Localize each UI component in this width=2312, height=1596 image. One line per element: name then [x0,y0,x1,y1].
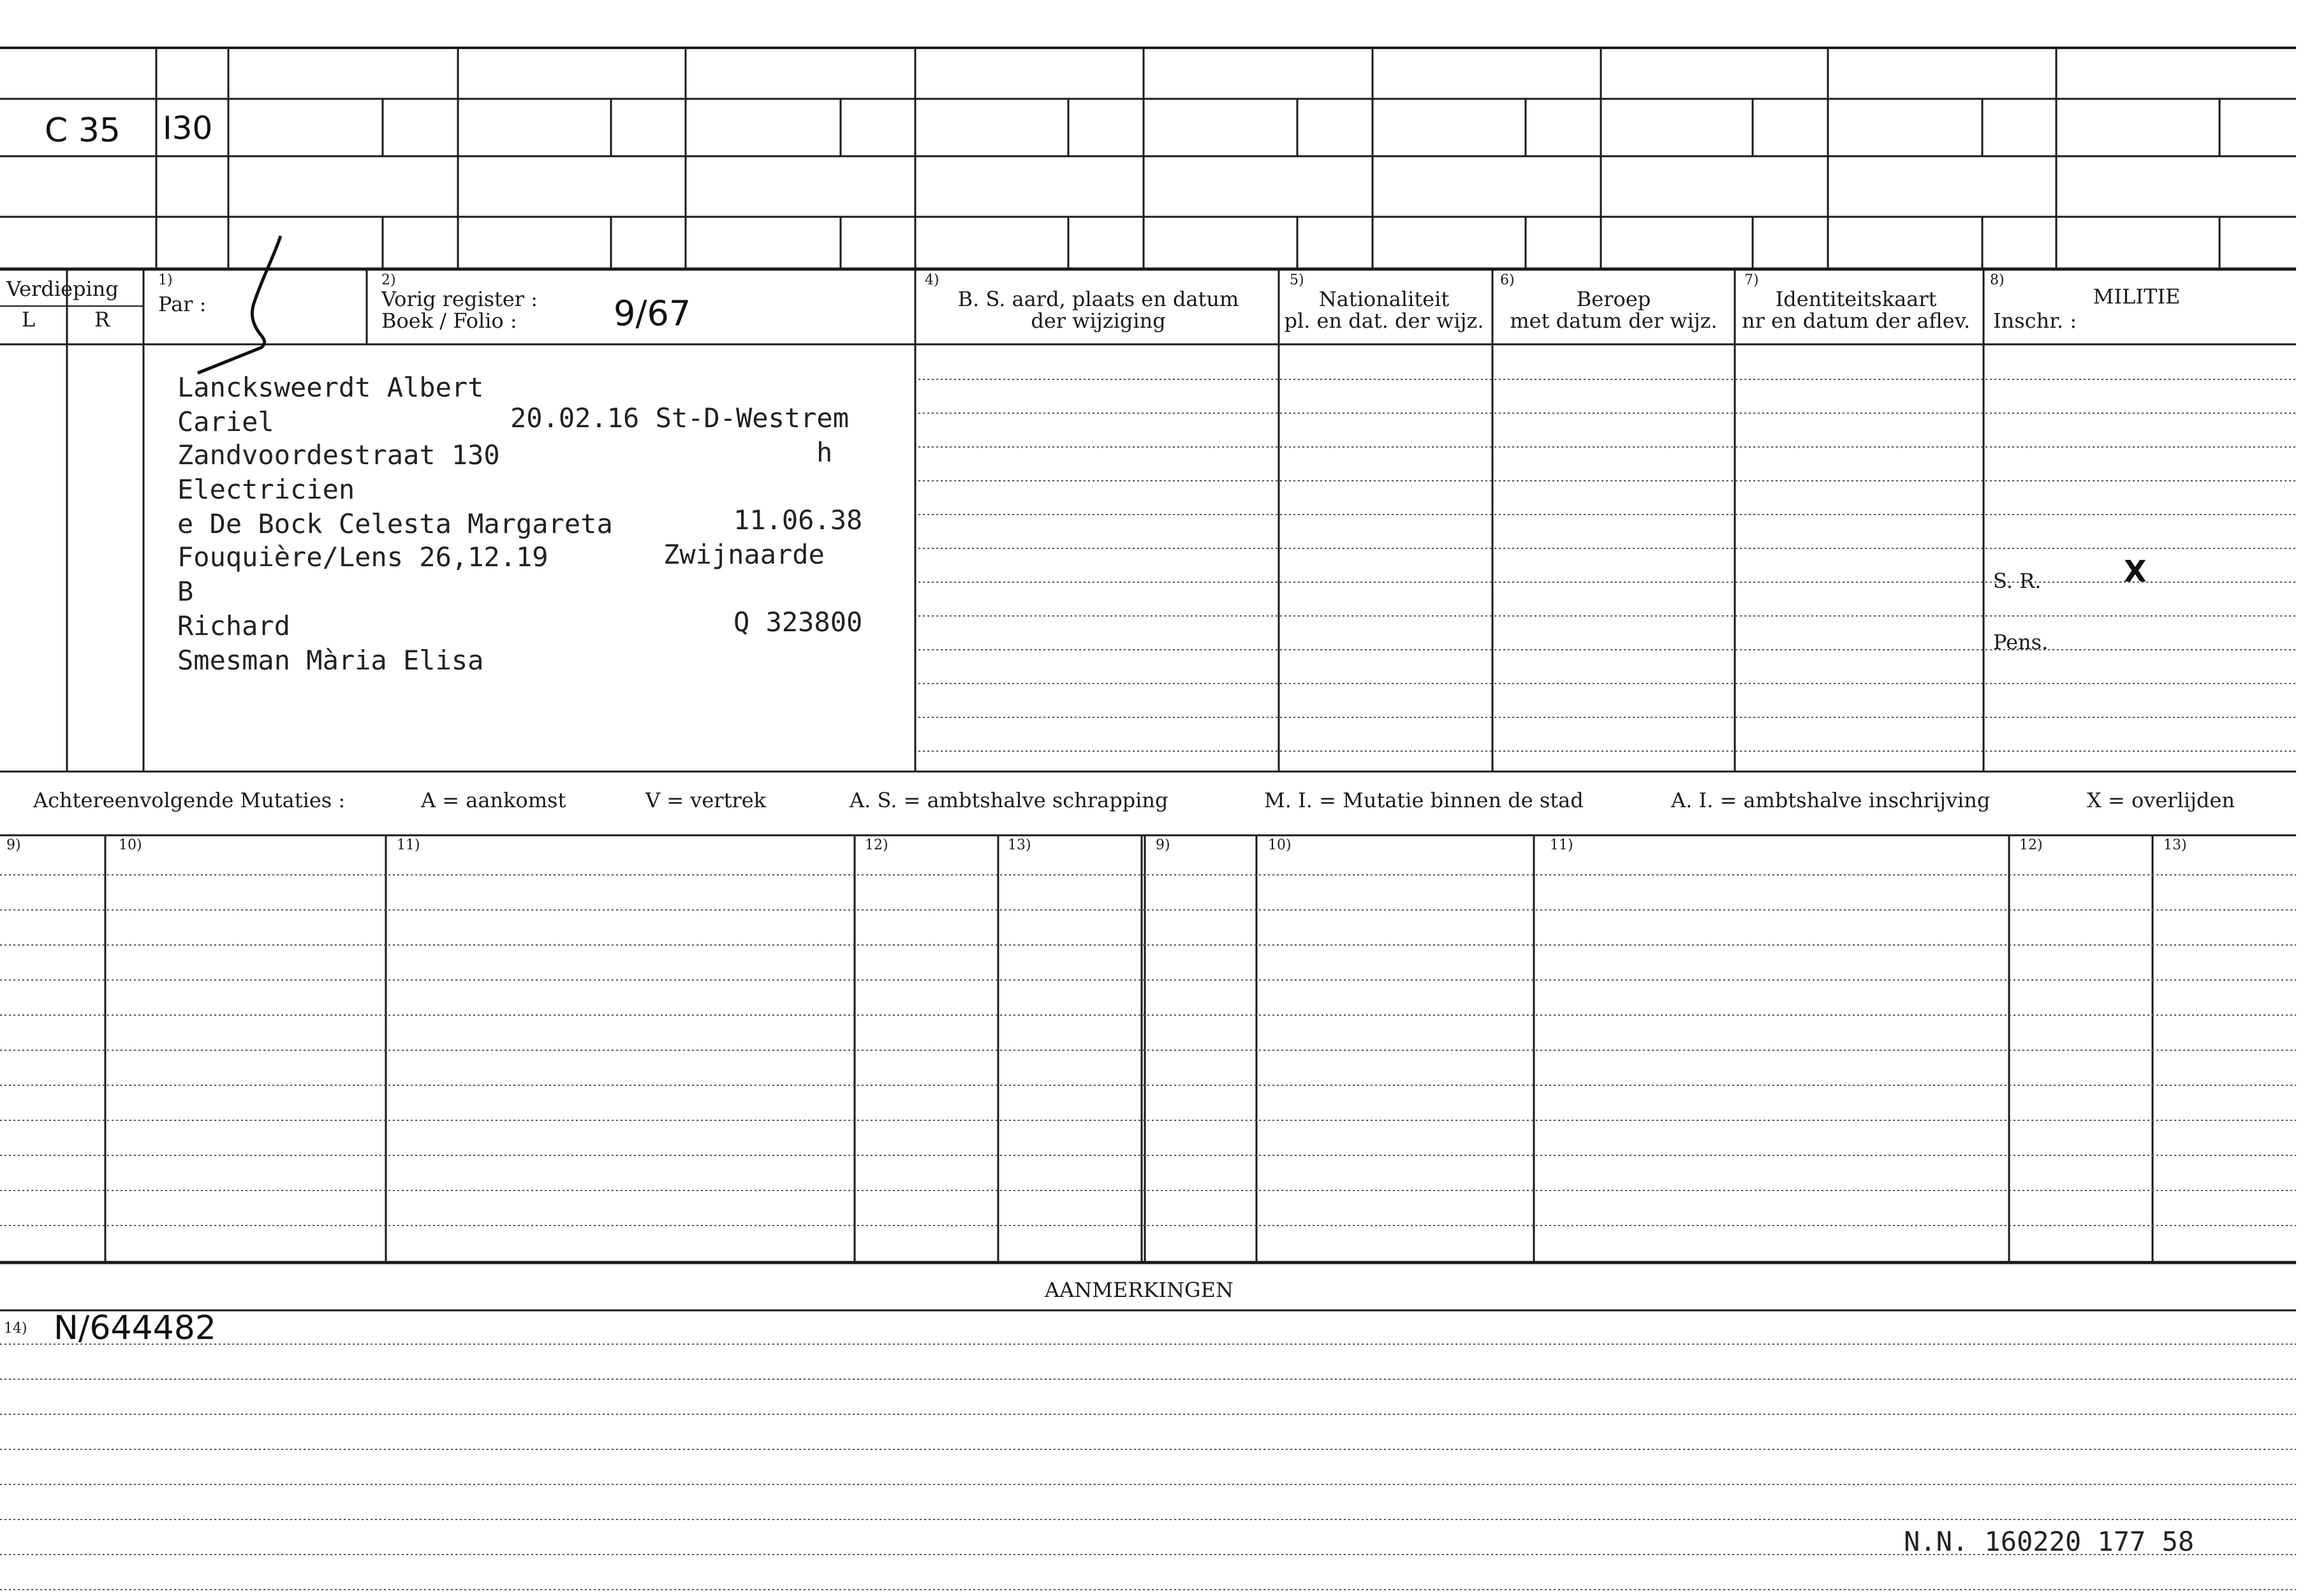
aanmerkingen-num: 14) [4,1321,27,1336]
code-b: I30 [163,110,213,147]
footer-code: N.N. 160220 177 58 [1904,1526,2195,1557]
person-line-3: Zandvoordestraat 130 [177,439,500,471]
person-line-8-right: Q 323800 [733,606,863,638]
legend-mi: M. I. = Mutatie binnen de stad [1264,788,1584,812]
par-pen-stroke [198,236,281,373]
col7-line1: Identiteitskaart [1775,287,1937,311]
code-a: C 35 [45,112,121,150]
person-line-2-right: 20.02.16 St-D-Westrem [510,402,850,434]
person-line-6-right: Zwijnaarde [663,539,825,570]
aanmerkingen-value: N/644482 [54,1309,216,1347]
person-line-3-right: h [816,437,833,468]
mut-col-11b: 11) [1550,837,1573,853]
person-line-9: Smesman Mària Elisa [177,645,484,676]
col6-line2: met datum der wijz. [1510,309,1718,333]
col8-num: 8) [1990,272,2005,288]
legend-a: A = aankomst [421,788,566,812]
sr-value: X [2124,554,2147,589]
person-line-4: Electricien [177,474,355,505]
col2-num: 2) [381,272,396,288]
person-line-1: Lancksweerdt Albert [177,372,484,403]
verdieping-label: Verdieping [6,277,119,301]
person-details [177,372,862,676]
militie-title: MILITIE [2093,284,2181,309]
mut-col-12a: 12) [865,837,888,853]
person-line-2: Cariel [177,406,274,437]
mut-col-9b: 9) [1156,837,1170,853]
col7-line2: nr en datum der aflev. [1741,309,1971,333]
col7-num: 7) [1744,272,1759,288]
mut-col-13a: 13) [1008,837,1031,853]
inschr-label: Inschr. : [1993,309,2077,333]
mut-col-9a: 9) [6,837,21,853]
boek-folio-label: Boek / Folio : [381,309,517,333]
mut-col-12b: 12) [2019,837,2043,853]
legend-as: A. S. = ambtshalve schrapping [850,788,1168,812]
col5-line1: Nationaliteit [1318,287,1450,311]
mut-col-13b: 13) [2163,837,2187,853]
boek-folio-value: 9/67 [614,293,691,333]
col6-num: 6) [1500,272,1515,288]
legend-ai: A. I. = ambtshalve inschrijving [1671,788,1991,812]
person-line-5: e De Bock Celesta Margareta [177,508,613,539]
sr-label: S. R. [1993,569,2042,593]
person-line-6: Fouquière/Lens 26,12.19 [177,541,549,573]
mut-col-11a: 11) [397,837,420,853]
person-line-5-right: 11.06.38 [733,504,863,536]
legend-v: V = vertrek [645,788,767,812]
col4-line2: der wijziging [1031,309,1166,333]
aanmerkingen-title: AANMERKINGEN [1045,1278,1233,1302]
col5-num: 5) [1290,272,1304,288]
col4-line1: B. S. aard, plaats en datum [957,287,1239,311]
person-line-7: B [177,576,194,607]
mut-col-10b: 10) [1268,837,1292,853]
col4-num: 4) [925,272,939,288]
col6-line1: Beroep [1576,287,1651,311]
person-line-8: Richard [177,610,291,641]
verdieping-right: R [94,307,110,332]
par-label: Par : [158,292,207,316]
mut-col-10a: 10) [119,837,142,853]
mutaties-title: Achtereenvolgende Mutaties : [33,788,346,812]
vorig-register-label: Vorig register : [381,287,538,311]
col5-line2: pl. en dat. der wijz. [1284,309,1484,333]
legend-x: X = overlijden [2087,788,2235,812]
verdieping-left: L [22,307,36,332]
col1-num: 1) [158,272,173,288]
pens-label: Pens. [1993,630,2049,654]
